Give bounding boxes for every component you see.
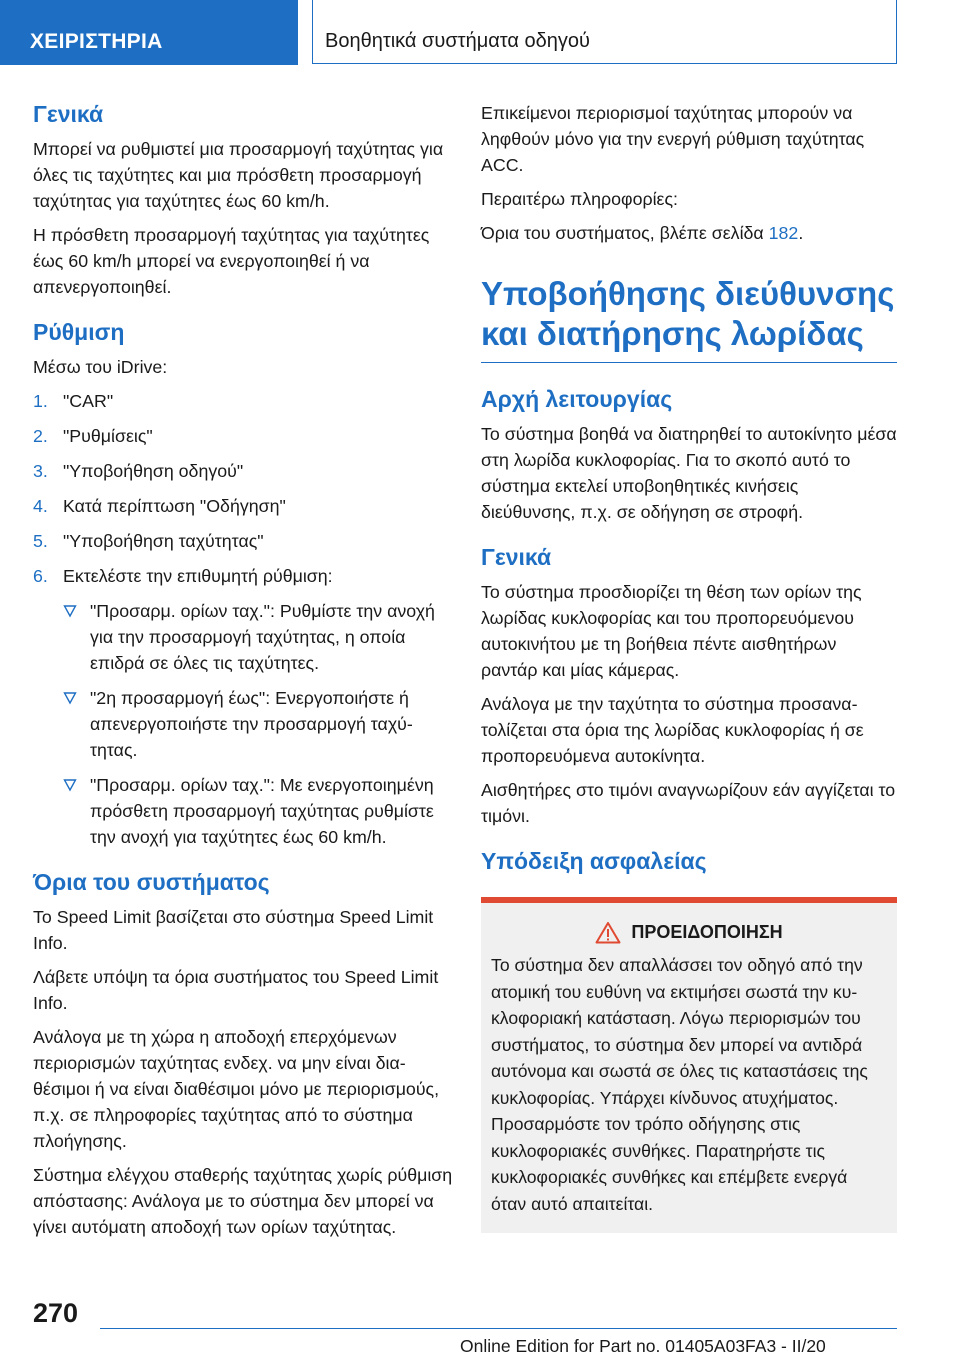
substep-item	[63, 685, 453, 763]
setting-intro: Μέσω του iDrive:	[33, 357, 168, 377]
more-info-label: Περαιτέρω πληροφορίες:	[481, 189, 678, 209]
general-heading: Γενικά	[33, 101, 104, 127]
step-text: Κατά περίπτωση "Οδήγηση"	[63, 496, 286, 516]
warning-box	[481, 897, 897, 1233]
substep-item	[63, 598, 453, 676]
general-paragraph-r1: Το σύστημα προσδιορίζει τη θέση των ορίων της λωρίδας κυκλοφορίας και του προπορευόμενου αυτοκινήτου με τη βοήθεια πέντε αισθητήρων ραντάρ και μίας κάμερας.	[481, 582, 862, 680]
left-column	[33, 100, 453, 1248]
warning-title: ΠΡΟΕΙΔΟΠΟΙΗΣΗ	[631, 922, 783, 942]
substep-list	[63, 598, 453, 850]
substep-text: "Προσαρμ. ορίων ταχ.": Με ενεργοποιημένη πρόσθετη προσαρμογή ταχύτητας ρυθμίστε την ανοχή για ταχύτητες έως 60 km/h.	[90, 775, 434, 847]
general-paragraph-2: Η πρόσθετη προσαρμογή ταχύτητας για ταχύτητες έως 60 km/h μπορεί να ενεργοποιηθεί ή να απενεργοποιηθεί.	[33, 225, 430, 297]
cross-reference	[481, 220, 897, 246]
substep-item	[63, 772, 453, 850]
warning-text: Το σύστημα δεν απαλλάσσει τον οδηγό από την ατομική του ευθύνη να εκτιμήσει σωστά την κυκλοφοριακή κατάσταση. Λόγω περιορισμών του συστήματος, το σύστημα δεν μπορεί να αντιδρά αυτόνομα και σωστά σε όλες τις καταστάσεις της κυκλοφορίας. Υπάρχει κίνδυνος ατυχήματος. Προσαρμόστε τον τρόπο οδήγησης στις κυκλοφοριακές συνθήκες. Παρατηρήστε τις κυκλοφοριακές συνθήκες και επέμβετε ενεργά όταν αυτό απαιτείται.	[491, 955, 868, 1214]
page-number: 270	[33, 1298, 79, 1328]
general-heading-right: Γενικά	[481, 544, 552, 570]
step-number: 1.	[33, 391, 48, 411]
safety-heading: Υπόδειξη ασφαλείας	[481, 848, 707, 874]
substep-text: "Προσαρμ. ορίων ταχ.": Ρυθμίστε την ανοχή για την προσαρμογή ταχύτητας, η οποία επιδρά σε όλες τις ταχύτητες.	[90, 601, 435, 673]
step-item	[33, 458, 453, 484]
warning-header	[491, 921, 887, 944]
cross-reference-end: .	[798, 223, 804, 243]
right-column	[481, 100, 897, 1233]
general-paragraph-r2: Ανάλογα με την ταχύτητα το σύστημα προσανατολίζεται στα όρια της λωρίδας κυκλοφορίας ή σε προπορευόμενα αυτοκίνητα.	[481, 694, 864, 766]
step-text: "Υποβοήθηση ταχύτητας"	[63, 531, 264, 551]
step-number: 2.	[33, 426, 48, 446]
footer-divider	[100, 1328, 897, 1329]
substep-text: "2η προσαρμογή έως": Ενεργοποιήστε ή απενεργοποιήστε την προσαρμογή ταχύτητας.	[90, 688, 413, 760]
step-number: 3.	[33, 461, 48, 481]
main-section-heading: Υποβοήθησης διεύθυνσης και διατήρησης λωρίδας	[481, 274, 897, 363]
step-number: 6.	[33, 566, 48, 586]
step-text: Εκτελέστε την επιθυμητή ρύθμιση:	[63, 566, 333, 586]
limits-paragraph-4: Σύστημα ελέγχου σταθερής ταχύτητας χωρίς ρύθμιση απόστασης: Ανάλογα με το σύστημα δεν μπορεί να γίνει αυτόματη αποδοχή των ορίων ταχύτητας.	[33, 1165, 453, 1237]
warning-triangle-icon	[595, 921, 621, 944]
limits-paragraph-2: Λάβετε υπόψη τα όρια συστήματος του Speed Limit Info.	[33, 967, 439, 1013]
step-item	[33, 388, 453, 414]
step-item	[33, 493, 453, 519]
edition-note: Online Edition for Part no. 01405A03FA3 - II/20	[460, 1336, 826, 1356]
acc-paragraph: Επικείμενοι περιορισμοί ταχύτητας μπορούν να ληφθούν μόνο για την ενεργή ρύθμιση ταχύτητας ACC.	[481, 103, 865, 175]
system-limits-heading: Όρια του συστήματος	[33, 869, 270, 895]
setting-steps	[33, 388, 453, 850]
step-text: "Ρυθμίσεις"	[63, 426, 153, 446]
cross-reference-text: Όρια του συστήματος, βλέπε σελίδα	[481, 223, 769, 243]
page-link[interactable]: 182	[768, 223, 799, 243]
step-number: 4.	[33, 496, 48, 516]
step-item	[33, 563, 453, 850]
setting-heading: Ρύθμιση	[33, 319, 125, 345]
limits-paragraph-1: Το Speed Limit βασίζεται στο σύστημα Speed Limit Info.	[33, 907, 434, 953]
step-item	[33, 528, 453, 554]
chapter-title: Βοηθητικά συστήματα οδηγού	[312, 0, 897, 64]
step-text: "CAR"	[63, 391, 114, 411]
triangle-bullet-icon	[63, 604, 77, 618]
limits-paragraph-3: Ανάλογα με τη χώρα η αποδοχή επερχόμενων περιορισμών ταχύτητας ενδεχ. να μην είναι διαθέσιμοι ή να είναι διαθέσιμοι μόνο με περιορισμούς, π.χ. σε πληροφορίες ταχύτητας από το σύστημα πλοήγησης.	[33, 1027, 440, 1151]
section-tab: ΧΕΙΡΙΣΤΗΡΙΑ	[0, 0, 298, 65]
general-paragraph-r3: Αισθητήρες στο τιμόνι αναγνωρίζουν εάν αγγίζεται το τιμόνι.	[481, 780, 896, 826]
triangle-bullet-icon	[63, 778, 77, 792]
step-text: "Υποβοήθηση οδηγού"	[63, 461, 244, 481]
step-number: 5.	[33, 531, 48, 551]
general-paragraph-1: Μπορεί να ρυθμιστεί μια προσαρμογή ταχύτητας για όλες τις ταχύτητες και μια πρόσθετη προσαρμογή ταχύτητας για ταχύτητες έως 60 km/h.	[33, 139, 444, 211]
principle-paragraph: Το σύστημα βοηθά να διατηρηθεί το αυτοκίνητο μέσα στη λωρίδα κυκλοφορίας. Για το σκοπό αυτό το σύστημα εκτελεί υποβοηθητικές κινήσεις διεύθυνσης, π.χ. σε οδήγηση σε στροφή.	[481, 424, 897, 522]
triangle-bullet-icon	[63, 691, 77, 705]
principle-heading: Αρχή λειτουργίας	[481, 386, 673, 412]
step-item	[33, 423, 453, 449]
